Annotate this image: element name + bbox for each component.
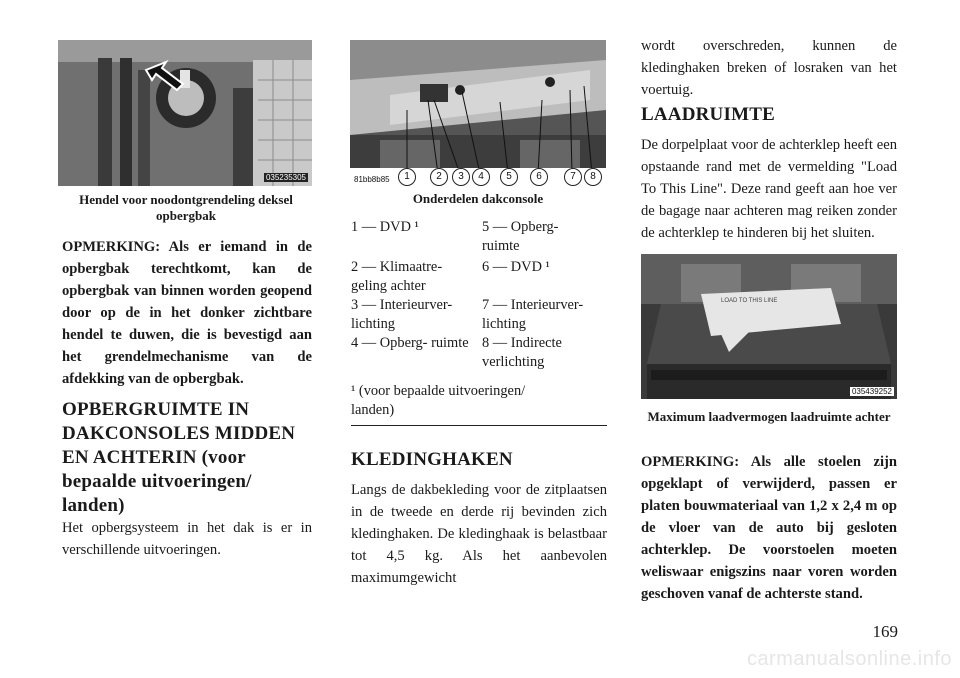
note-bin-release: OPMERKING: Als er iemand in de opbergbak terechtkomt, kan de opbergbak van binnen worden geopend door op de in het donker zichtbare hendel te duwen, die is bevestigd aan het grendelmechanisme van de afdekking van de opbergbak. xyxy=(62,239,312,387)
photo-code: 81bb8b85 xyxy=(354,175,390,184)
page-number: 169 xyxy=(872,622,898,641)
photo-caption: Onderdelen dakconsole xyxy=(412,191,544,206)
photo-caption: Hendel voor noodontgrendeling deksel opbergbak xyxy=(79,192,293,223)
callout-8: 8 xyxy=(584,168,602,186)
photo-caption: Maximum laadvermogen laadruimte achter xyxy=(647,409,891,424)
cargo-area-photo xyxy=(641,254,897,399)
callout-5: 5 xyxy=(500,168,518,186)
body-coat-hooks: Langs de dakbekleding voor de zitplaatsen in de tweede en derde rij bevinden zich kledinghaken. De kledinghaak is belastbaar tot 4,5 kg. Als het aanbevolen maximumgewicht xyxy=(351,482,607,586)
section-heading-cargo: LAADRUIMTE xyxy=(641,104,775,125)
callout-4: 4 xyxy=(472,168,490,186)
note-cargo-capacity: OPMERKING: Als alle stoelen zijn opgeklapt of verwijderd, passen er platen bouwmateriaal van 1,2 x 2,4 m op de vloer van de auto bij gesloten achterklep. De voorstoelen moeten weliswaar enigszins naar voren worden geschoven vanaf de achterste stand. xyxy=(641,454,897,602)
legend-footnote: ¹ (voor bepaalde uitvoeringen/ landen) xyxy=(351,383,526,418)
roof-console-illustration xyxy=(350,40,606,186)
legend-left-1: 1 — DVD ¹ xyxy=(351,219,419,235)
callout-7: 7 xyxy=(564,168,582,186)
legend-right-1: 5 — Opberg- ruimte xyxy=(482,219,559,254)
cargo-area-illustration xyxy=(641,254,897,399)
legend-right-3: 7 — Interieurver- lichting xyxy=(482,297,584,332)
section-heading-coat-hooks: KLEDINGHAKEN xyxy=(351,449,513,470)
callout-1: 1 xyxy=(398,168,416,186)
section-heading-roof-storage: OPBERGRUIMTE IN DAKCONSOLES MIDDEN EN ACHTERIN (voor bepaalde uitvoeringen/ landen) xyxy=(62,399,296,516)
body-cargo: De dorpelplaat voor de achterklep heeft een opstaande rand met de vermelding "Load To This Line". Deze rand geeft aan hoe ver de bagage naar achteren mag reiken zonder de achterklep te hinderen bij het sluiten. xyxy=(641,137,897,241)
body-roof-storage: Het opbergsysteem in het dak is er in verschillende uitvoeringen. xyxy=(62,520,312,558)
cargo-label: LOAD TO THIS LINE xyxy=(721,298,778,304)
callout-6: 6 xyxy=(530,168,548,186)
parts-legend xyxy=(351,218,607,368)
legend-divider xyxy=(351,425,607,426)
callout-3: 3 xyxy=(452,168,470,186)
footer-watermark: carmanualsonline.info xyxy=(746,648,952,670)
legend-right-4: 8 — Indirecte verlichting xyxy=(482,335,562,370)
roof-console-photo xyxy=(350,40,606,186)
storage-bin-release-photo xyxy=(58,40,312,186)
photo-code: 035439252 xyxy=(851,387,892,396)
legend-left-3: 3 — Interieurver- lichting xyxy=(351,297,453,332)
legend-left-4: 4 — Opberg- ruimte xyxy=(351,335,469,351)
body-coat-hooks-continued: wordt overschreden, kunnen de kledinghaken breken of losraken van het voertuig. xyxy=(641,38,897,98)
legend-left-2: 2 — Klimaatre- geling achter xyxy=(351,259,443,294)
callout-2: 2 xyxy=(430,168,448,186)
storage-bin-release-illustration xyxy=(58,40,312,186)
photo-code: 035235305 xyxy=(265,173,306,182)
legend-right-2: 6 — DVD ¹ xyxy=(482,259,550,275)
